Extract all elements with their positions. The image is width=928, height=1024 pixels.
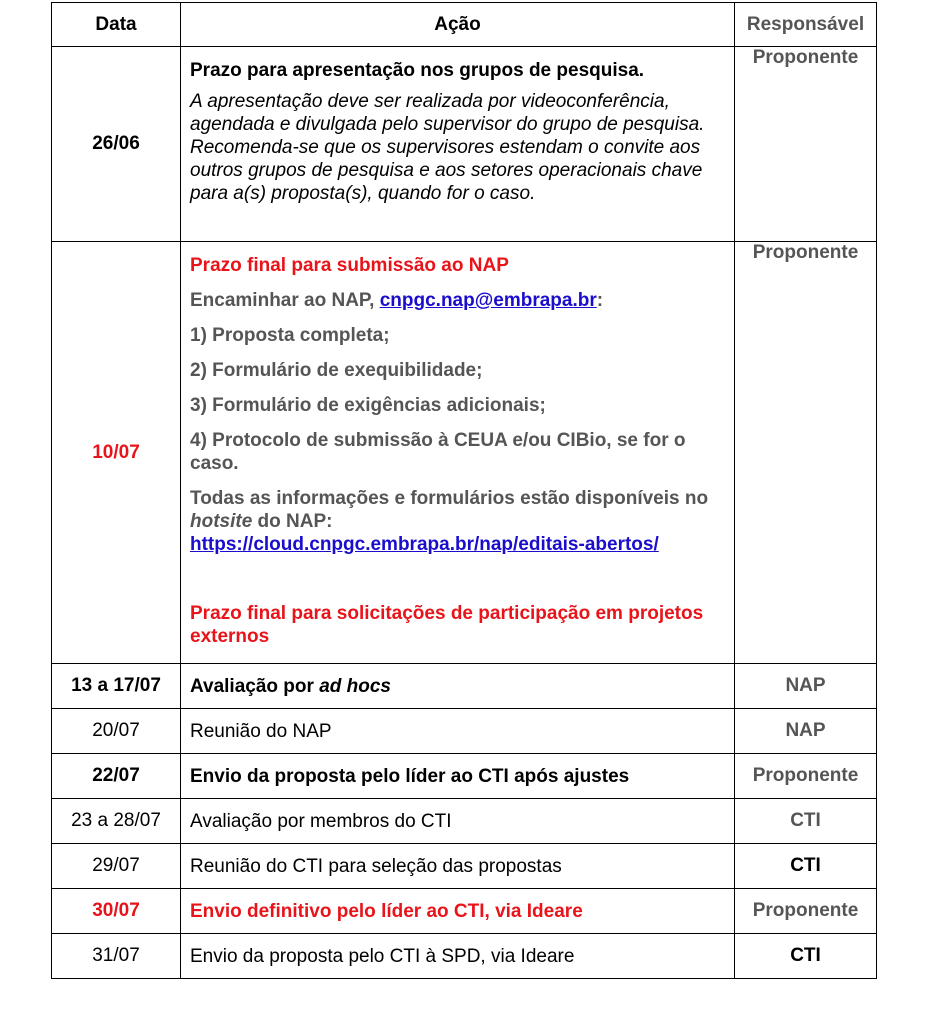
row-responsible: Proponente bbox=[735, 754, 877, 799]
table-row bbox=[52, 754, 877, 799]
table-row bbox=[52, 844, 877, 889]
row-action bbox=[181, 664, 735, 709]
info-prefix: Todas as informações e formulários estão disponíveis no bbox=[190, 488, 709, 509]
table-row bbox=[52, 242, 877, 664]
row-responsible: CTI bbox=[735, 934, 877, 979]
row-action: Envio definitivo pelo líder ao CTI, via Ideare bbox=[181, 889, 735, 934]
row-title: Prazo para apresentação nos grupos de pesquisa. bbox=[190, 60, 645, 81]
row-title: Prazo final para submissão ao NAP bbox=[190, 255, 509, 276]
send-suffix: : bbox=[596, 290, 604, 311]
row-action: Envio da proposta pelo líder ao CTI após ajustes bbox=[181, 754, 735, 799]
info-text bbox=[190, 487, 725, 556]
table-row bbox=[52, 799, 877, 844]
row-action: Reunião do NAP bbox=[181, 709, 735, 754]
header-responsible: Responsável bbox=[735, 3, 877, 47]
table-row bbox=[52, 47, 877, 242]
row-date: 10/07 bbox=[52, 242, 181, 664]
action-italic: ad hocs bbox=[319, 675, 391, 697]
row-date: 31/07 bbox=[52, 934, 181, 979]
url-link[interactable]: https://cloud.cnpgc.embrapa.br/nap/editais-abertos/ bbox=[190, 534, 659, 555]
table-row bbox=[52, 934, 877, 979]
list-item: 3) Formulário de exigências adicionais; bbox=[190, 395, 546, 416]
row-action: Avaliação por membros do CTI bbox=[181, 799, 735, 844]
row-date: 29/07 bbox=[52, 844, 181, 889]
email-link[interactable]: cnpgc.nap@embrapa.br bbox=[379, 290, 597, 311]
send-prefix: Encaminhar ao NAP, bbox=[190, 290, 380, 311]
row-action bbox=[181, 242, 735, 664]
row-date: 13 a 17/07 bbox=[52, 664, 181, 709]
row-action: Reunião do CTI para seleção das propostas bbox=[181, 844, 735, 889]
list-item: 4) Protocolo de submissão à CEUA e/ou CIBio, se for o caso. bbox=[190, 430, 686, 474]
schedule-table bbox=[51, 2, 877, 979]
row-responsible: CTI bbox=[735, 799, 877, 844]
row-responsible: CTI bbox=[735, 844, 877, 889]
table-row bbox=[52, 664, 877, 709]
info-suffix: do NAP: bbox=[252, 511, 333, 532]
row-action bbox=[181, 47, 735, 242]
header-row bbox=[52, 3, 877, 47]
row-responsible: Proponente bbox=[735, 47, 877, 242]
row-date: 22/07 bbox=[52, 754, 181, 799]
row-date: 20/07 bbox=[52, 709, 181, 754]
row-responsible: Proponente bbox=[735, 242, 877, 664]
row-date: 26/06 bbox=[52, 47, 181, 242]
info-italic: hotsite bbox=[190, 511, 253, 532]
row-date: 23 a 28/07 bbox=[52, 799, 181, 844]
row-title-2: Prazo final para solicitações de participação em projetos externos bbox=[190, 603, 704, 647]
header-action: Ação bbox=[181, 3, 735, 47]
row-date: 30/07 bbox=[52, 889, 181, 934]
row-responsible: Proponente bbox=[735, 889, 877, 934]
header-date: Data bbox=[52, 3, 181, 47]
send-instruction bbox=[190, 289, 725, 312]
table-row bbox=[52, 709, 877, 754]
row-responsible: NAP bbox=[735, 664, 877, 709]
list-item: 2) Formulário de exequibilidade; bbox=[190, 360, 483, 381]
row-responsible: NAP bbox=[735, 709, 877, 754]
row-action: Envio da proposta pelo CTI à SPD, via Ideare bbox=[181, 934, 735, 979]
row-body: A apresentação deve ser realizada por videoconferência, agendada e divulgada pelo supervisor do grupo de pesquisa. Recomenda-se que os supervisores estendam o convite aos outros grupos de pesquisa e aos setores operacionais chave para a(s) proposta(s), quando for o caso. bbox=[190, 91, 705, 204]
table-row bbox=[52, 889, 877, 934]
action-prefix: Avaliação por bbox=[190, 675, 320, 697]
list-item: 1) Proposta completa; bbox=[190, 325, 390, 346]
